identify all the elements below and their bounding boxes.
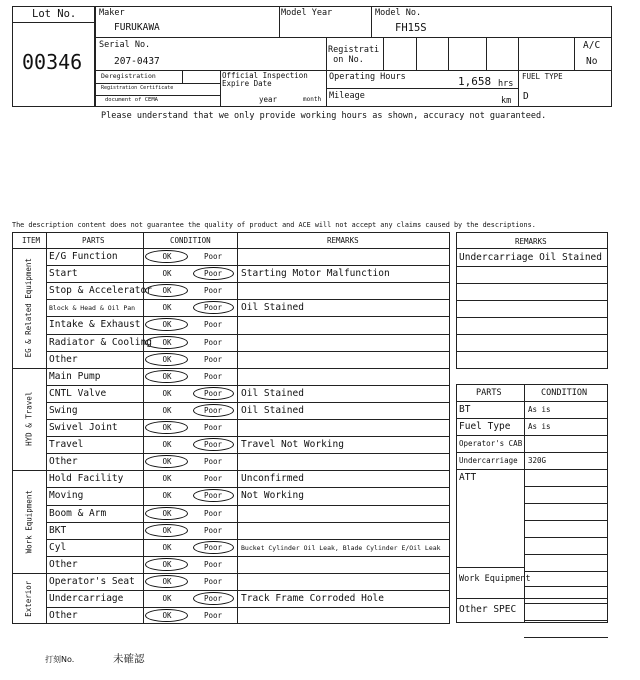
condition-ok[interactable]: OK: [162, 611, 172, 621]
condition-ok[interactable]: OK: [162, 252, 172, 261]
model-no-label: Model No.: [375, 8, 422, 18]
right-remark-line: Undercarriage Oil Stained: [459, 252, 602, 263]
stamp-value: 未確認: [113, 653, 145, 665]
lot-value: 00346: [22, 50, 83, 74]
item-group-label: Exterior: [24, 580, 34, 617]
part-label: Swivel Joint: [49, 422, 118, 433]
ok-selected-circle: [145, 507, 188, 520]
condition-ok[interactable]: OK: [162, 388, 172, 398]
condition-ok[interactable]: OK: [162, 594, 172, 603]
remark-text: Starting Motor Malfunction: [241, 268, 390, 280]
col-condition-header: CONDITION: [170, 236, 211, 245]
part-label: Hold Facility: [49, 473, 124, 485]
part-label: Swing: [49, 404, 78, 416]
maker-value: FURUKAWA: [114, 22, 160, 33]
condition-poor[interactable]: Poor: [203, 286, 223, 296]
condition-poor[interactable]: Poor: [203, 423, 223, 432]
part-label: Cyl: [49, 541, 67, 553]
condition-ok[interactable]: OK: [162, 423, 172, 432]
col-parts-header: PARTS: [82, 236, 105, 245]
ac-value: No: [586, 56, 598, 67]
condition-ok[interactable]: OK: [162, 542, 172, 552]
part-label: Other: [49, 558, 78, 570]
condition-ok[interactable]: OK: [162, 474, 172, 484]
poor-selected-circle: [193, 387, 234, 400]
reg-cert-label: Registration Certificate: [101, 85, 174, 91]
condition-ok[interactable]: OK: [162, 440, 172, 450]
condition-poor[interactable]: Poor: [203, 354, 223, 364]
condition-ok[interactable]: OK: [162, 303, 172, 313]
part-label: Stop & Accelerator: [49, 285, 152, 297]
fuel-type-value: D: [523, 91, 529, 102]
remark-text: Oil Stained: [241, 387, 304, 399]
condition-poor[interactable]: Poor: [203, 594, 223, 603]
condition-poor[interactable]: Poor: [203, 320, 223, 330]
remark-text: Unconfirmed: [241, 473, 304, 485]
condition-ok[interactable]: OK: [162, 457, 172, 467]
condition-poor[interactable]: Poor: [203, 371, 223, 381]
condition-ok[interactable]: OK: [162, 559, 172, 569]
part-label: Main Pump: [49, 370, 101, 382]
condition-ok[interactable]: OK: [162, 491, 172, 501]
condition-ok[interactable]: OK: [162, 405, 172, 415]
part-label: Boom & Arm: [49, 507, 107, 519]
registration-label: [328, 45, 379, 65]
cema-label: document of CEMA: [105, 97, 158, 103]
condition-poor[interactable]: Poor: [203, 542, 223, 552]
right-parts-col-condition: CONDITION: [541, 388, 588, 398]
condition-poor[interactable]: Poor: [203, 303, 223, 313]
other-spec-label: Other SPEC: [459, 604, 517, 615]
condition-poor[interactable]: Poor: [203, 405, 223, 415]
part-label: Other: [49, 610, 78, 622]
right-part-condition: As is: [528, 405, 551, 414]
serial-value: 207-0437: [114, 56, 160, 67]
part-label: Undercarriage: [49, 593, 124, 604]
part-label: BKT: [49, 524, 67, 536]
part-label: E/G Function: [49, 251, 118, 262]
condition-poor[interactable]: Poor: [203, 576, 223, 586]
poor-selected-circle: [193, 592, 234, 605]
hrs-label: hrs: [498, 79, 514, 89]
lot-label: Lot No.: [32, 8, 77, 20]
poor-selected-circle: [193, 404, 234, 417]
item-group-label: Work Equipment: [24, 489, 34, 553]
ac-label: A/C: [583, 40, 601, 51]
inspection-label-line2: Expire Date: [222, 79, 272, 89]
condition-ok[interactable]: OK: [162, 576, 172, 586]
ok-selected-circle: [145, 558, 188, 571]
condition-poor[interactable]: Poor: [203, 440, 223, 450]
part-label: Block & Head & Oil Pan: [49, 304, 136, 313]
remark-text: Oil Stained: [241, 404, 304, 416]
month-label: month: [303, 96, 322, 103]
right-part-label: Operator's CAB: [459, 439, 523, 448]
disclaimer: The description content does not guarantee the quality of product and ACE will not accept any claims caused by the descriptions.: [12, 221, 536, 229]
condition-poor[interactable]: Poor: [203, 337, 223, 347]
inspection-label: [222, 72, 308, 89]
condition-poor[interactable]: Poor: [203, 252, 223, 261]
condition-poor[interactable]: Poor: [203, 457, 223, 467]
work-equipment-label: Work Equipment: [459, 574, 531, 584]
hours-note: Please understand that we only provide working hours as shown, accuracy not guaranteed.: [101, 111, 547, 121]
km-label: km: [501, 96, 512, 106]
right-part-condition: As is: [528, 422, 551, 431]
part-label: Start: [49, 268, 78, 280]
right-part-label: Fuel Type: [459, 421, 511, 432]
ok-selected-circle: [145, 421, 188, 434]
condition-ok[interactable]: OK: [162, 354, 172, 364]
ok-selected-circle: [145, 609, 188, 622]
part-label: CNTL Valve: [49, 387, 107, 399]
maker-label: Maker: [99, 8, 125, 18]
fuel-type-label: FUEL TYPE: [522, 72, 563, 81]
col-remarks-header: REMARKS: [327, 236, 359, 245]
att-label: ATT: [459, 472, 477, 483]
registration-label-line1: Registrati: [328, 45, 380, 55]
condition-poor[interactable]: Poor: [203, 269, 223, 279]
condition-poor[interactable]: Poor: [203, 508, 223, 518]
condition-ok[interactable]: OK: [162, 508, 172, 518]
op-hours-value: 1,658: [458, 75, 492, 88]
condition-poor[interactable]: Poor: [203, 491, 223, 501]
serial-label: Serial No.: [99, 40, 151, 50]
part-label: Travel: [49, 439, 84, 451]
condition-ok[interactable]: OK: [162, 320, 172, 330]
poor-selected-circle: [193, 438, 234, 451]
right-part-condition: 320G: [528, 456, 547, 465]
registration-label-line2: on No.: [328, 55, 364, 66]
right-part-label: Undercarriage: [459, 456, 518, 465]
ok-selected-circle: [145, 353, 188, 366]
part-label: Other: [49, 456, 78, 468]
condition-ok[interactable]: OK: [162, 371, 172, 381]
condition-ok[interactable]: OK: [162, 525, 172, 535]
remark-text: Travel Not Working: [241, 439, 344, 451]
poor-selected-circle: [193, 541, 234, 554]
condition-ok[interactable]: OK: [162, 286, 172, 296]
remark-text: Bucket Cylinder Oil Leak, Blade Cylinder E/Oil Leak: [241, 543, 441, 552]
stamp-label: 打刻No.: [45, 655, 75, 664]
ok-selected-circle: [145, 336, 188, 349]
mileage-label: Mileage: [329, 91, 365, 101]
condition-ok[interactable]: OK: [162, 337, 172, 347]
inspection-label-line1: Official Inspection: [222, 71, 308, 80]
model-no-value: FH15S: [395, 22, 427, 34]
ok-selected-circle: [145, 370, 188, 383]
condition-poor[interactable]: Poor: [203, 559, 223, 569]
part-label: Operator's Seat: [49, 575, 135, 587]
condition-poor[interactable]: Poor: [203, 525, 223, 535]
part-label: Other: [49, 353, 78, 365]
condition-ok[interactable]: OK: [162, 269, 172, 279]
item-group-label: HYD & Travel: [24, 391, 34, 446]
right-part-label: BT: [459, 404, 471, 415]
remark-text: Not Working: [241, 490, 304, 502]
part-label: Radiator & Cooling: [49, 336, 152, 348]
dereg-label: Deregistration: [101, 72, 156, 80]
op-hours-label: Operating Hours: [329, 72, 406, 82]
part-label: Intake & Exhaust: [49, 319, 141, 331]
remark-text: Track Frame Corroded Hole: [241, 593, 384, 604]
year-label: year: [259, 95, 278, 104]
ok-selected-circle: [145, 575, 188, 588]
ok-selected-circle: [145, 250, 188, 263]
part-label: Moving: [49, 490, 84, 502]
poor-selected-circle: [193, 267, 234, 280]
right-parts-col-parts: PARTS: [476, 388, 502, 398]
ok-selected-circle: [145, 524, 188, 537]
col-item-header: ITEM: [22, 236, 41, 245]
condition-poor[interactable]: Poor: [203, 388, 223, 398]
model-year-label: Model Year: [281, 8, 333, 18]
item-group-label: EG & Related Equipment: [24, 257, 34, 358]
remark-text: Oil Stained: [241, 302, 304, 314]
right-remarks-title: REMARKS: [515, 237, 547, 246]
condition-poor[interactable]: Poor: [203, 611, 223, 621]
condition-poor[interactable]: Poor: [203, 474, 223, 484]
